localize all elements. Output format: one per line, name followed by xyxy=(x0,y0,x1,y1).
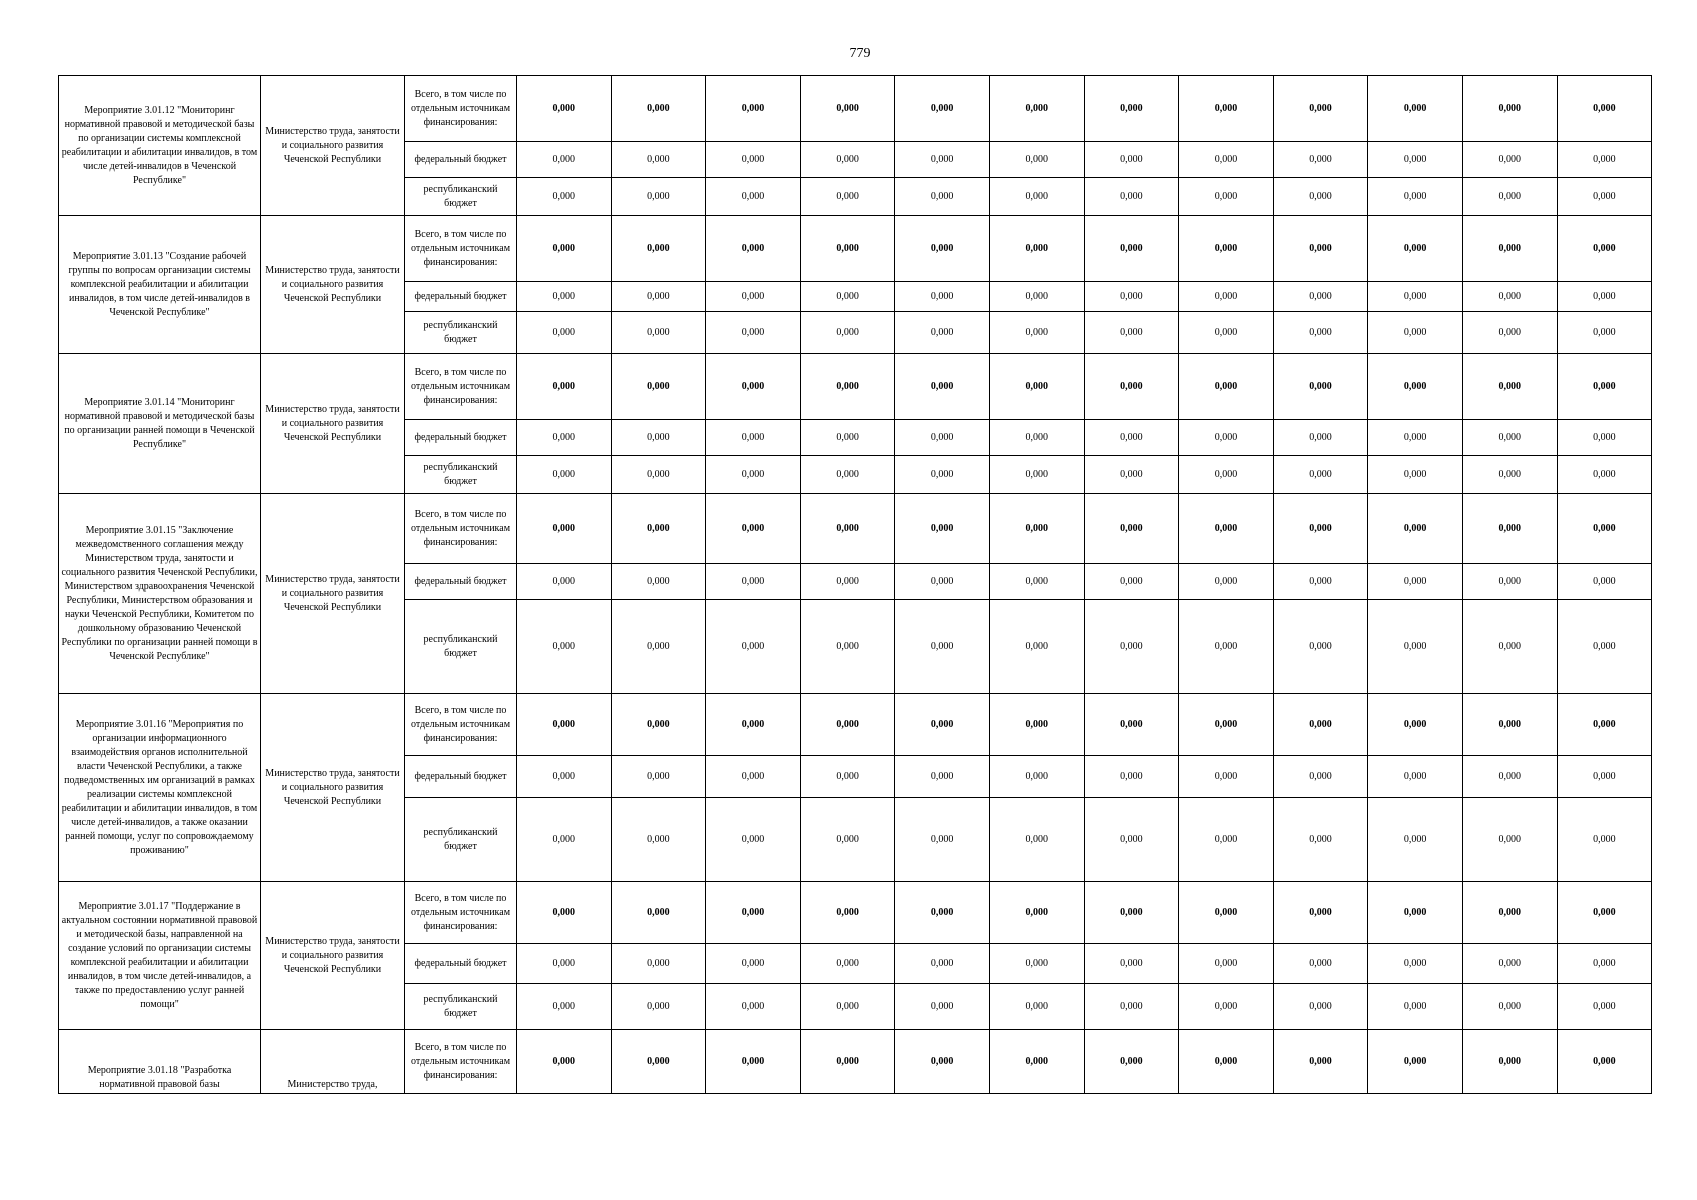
amount-cell: 0,000 xyxy=(1179,1030,1274,1094)
amount-cell: 0,000 xyxy=(989,354,1084,420)
funding-source-cell: республиканский бюджет xyxy=(405,984,517,1030)
amount-cell: 0,000 xyxy=(895,142,990,178)
funding-source-cell: федеральный бюджет xyxy=(405,142,517,178)
amount-cell: 0,000 xyxy=(706,1030,801,1094)
amount-cell: 0,000 xyxy=(895,1030,990,1094)
amount-cell: 0,000 xyxy=(1084,216,1179,282)
amount-cell: 0,000 xyxy=(1462,142,1557,178)
amount-cell: 0,000 xyxy=(706,600,801,694)
amount-cell: 0,000 xyxy=(1179,494,1274,564)
amount-cell: 0,000 xyxy=(706,798,801,882)
amount-cell: 0,000 xyxy=(1462,354,1557,420)
amount-cell: 0,000 xyxy=(517,694,612,756)
amount-cell: 0,000 xyxy=(611,456,706,494)
amount-cell: 0,000 xyxy=(1462,600,1557,694)
amount-cell: 0,000 xyxy=(1273,354,1368,420)
amount-cell: 0,000 xyxy=(800,600,895,694)
amount-cell: 0,000 xyxy=(989,756,1084,798)
amount-cell: 0,000 xyxy=(1557,798,1652,882)
amount-cell: 0,000 xyxy=(1368,312,1463,354)
amount-cell: 0,000 xyxy=(517,882,612,944)
amount-cell: 0,000 xyxy=(1462,756,1557,798)
funding-source-cell: федеральный бюджет xyxy=(405,944,517,984)
amount-cell: 0,000 xyxy=(517,564,612,600)
funding-source-cell: федеральный бюджет xyxy=(405,420,517,456)
amount-cell: 0,000 xyxy=(895,564,990,600)
amount-cell: 0,000 xyxy=(706,756,801,798)
amount-cell: 0,000 xyxy=(989,600,1084,694)
amount-cell: 0,000 xyxy=(1179,216,1274,282)
amount-cell: 0,000 xyxy=(1557,456,1652,494)
amount-cell: 0,000 xyxy=(706,456,801,494)
amount-cell: 0,000 xyxy=(1557,600,1652,694)
amount-cell: 0,000 xyxy=(1368,882,1463,944)
amount-cell: 0,000 xyxy=(611,882,706,944)
amount-cell: 0,000 xyxy=(1179,312,1274,354)
funding-source-cell: Всего, в том числе по отдельным источникам финансирования: xyxy=(405,76,517,142)
funding-source-cell: республиканский бюджет xyxy=(405,456,517,494)
table-row xyxy=(59,694,1652,756)
amount-cell: 0,000 xyxy=(517,282,612,312)
ministry-cell: Министерство труда, занятости и социального развития Чеченской Республики xyxy=(261,882,405,1030)
amount-cell: 0,000 xyxy=(989,1030,1084,1094)
amount-cell: 0,000 xyxy=(1557,1030,1652,1094)
amount-cell: 0,000 xyxy=(1462,420,1557,456)
amount-cell: 0,000 xyxy=(1557,282,1652,312)
amount-cell: 0,000 xyxy=(1557,756,1652,798)
funding-source-cell: Всего, в том числе по отдельным источникам финансирования: xyxy=(405,694,517,756)
funding-source-cell: федеральный бюджет xyxy=(405,756,517,798)
amount-cell: 0,000 xyxy=(989,456,1084,494)
amount-cell: 0,000 xyxy=(1084,756,1179,798)
funding-source-cell: Всего, в том числе по отдельным источникам финансирования: xyxy=(405,216,517,282)
table-row xyxy=(59,494,1652,564)
amount-cell: 0,000 xyxy=(1368,756,1463,798)
event-title-cell: Мероприятие 3.01.13 "Создание рабочей группы по вопросам организации системы комплексной реабилитации и абилитации инвалидов, в том числе детей-инвалидов в Чеченской Республике" xyxy=(59,216,261,354)
amount-cell: 0,000 xyxy=(1084,882,1179,944)
amount-cell: 0,000 xyxy=(895,494,990,564)
amount-cell: 0,000 xyxy=(1462,494,1557,564)
amount-cell: 0,000 xyxy=(989,798,1084,882)
amount-cell: 0,000 xyxy=(1179,882,1274,944)
ministry-cell: Министерство труда, занятости и социального развития Чеченской Республики xyxy=(261,494,405,694)
amount-cell: 0,000 xyxy=(611,178,706,216)
amount-cell: 0,000 xyxy=(1462,694,1557,756)
amount-cell: 0,000 xyxy=(611,694,706,756)
amount-cell: 0,000 xyxy=(1179,420,1274,456)
ministry-cell: Министерство труда, занятости и социального развития Чеченской Республики xyxy=(261,216,405,354)
amount-cell: 0,000 xyxy=(1179,798,1274,882)
amount-cell: 0,000 xyxy=(895,420,990,456)
amount-cell: 0,000 xyxy=(706,282,801,312)
amount-cell: 0,000 xyxy=(1557,882,1652,944)
amount-cell: 0,000 xyxy=(1273,1030,1368,1094)
amount-cell: 0,000 xyxy=(611,944,706,984)
amount-cell: 0,000 xyxy=(611,420,706,456)
amount-cell: 0,000 xyxy=(895,944,990,984)
amount-cell: 0,000 xyxy=(1462,312,1557,354)
amount-cell: 0,000 xyxy=(1462,76,1557,142)
amount-cell: 0,000 xyxy=(1273,420,1368,456)
amount-cell: 0,000 xyxy=(800,354,895,420)
table-row xyxy=(59,76,1652,142)
amount-cell: 0,000 xyxy=(895,76,990,142)
amount-cell: 0,000 xyxy=(800,216,895,282)
amount-cell: 0,000 xyxy=(611,494,706,564)
amount-cell: 0,000 xyxy=(1084,798,1179,882)
amount-cell: 0,000 xyxy=(1462,798,1557,882)
amount-cell: 0,000 xyxy=(1557,984,1652,1030)
amount-cell: 0,000 xyxy=(1084,456,1179,494)
amount-cell: 0,000 xyxy=(1462,178,1557,216)
amount-cell: 0,000 xyxy=(1557,312,1652,354)
amount-cell: 0,000 xyxy=(1462,1030,1557,1094)
amount-cell: 0,000 xyxy=(611,282,706,312)
amount-cell: 0,000 xyxy=(800,420,895,456)
amount-cell: 0,000 xyxy=(517,312,612,354)
amount-cell: 0,000 xyxy=(1084,178,1179,216)
amount-cell: 0,000 xyxy=(517,1030,612,1094)
amount-cell: 0,000 xyxy=(1179,354,1274,420)
amount-cell: 0,000 xyxy=(1462,564,1557,600)
amount-cell: 0,000 xyxy=(706,216,801,282)
amount-cell: 0,000 xyxy=(611,984,706,1030)
amount-cell: 0,000 xyxy=(1273,798,1368,882)
amount-cell: 0,000 xyxy=(1368,76,1463,142)
funding-source-cell: республиканский бюджет xyxy=(405,312,517,354)
amount-cell: 0,000 xyxy=(989,984,1084,1030)
amount-cell: 0,000 xyxy=(989,694,1084,756)
amount-cell: 0,000 xyxy=(989,282,1084,312)
amount-cell: 0,000 xyxy=(1179,456,1274,494)
amount-cell: 0,000 xyxy=(1084,944,1179,984)
table-row xyxy=(59,882,1652,944)
amount-cell: 0,000 xyxy=(1557,354,1652,420)
event-title-cell: Мероприятие 3.01.14 "Мониторинг нормативной правовой и методической базы по организации ранней помощи в Чеченской Республике" xyxy=(59,354,261,494)
amount-cell: 0,000 xyxy=(1462,216,1557,282)
funding-source-cell: республиканский бюджет xyxy=(405,798,517,882)
amount-cell: 0,000 xyxy=(706,564,801,600)
amount-cell: 0,000 xyxy=(1368,984,1463,1030)
amount-cell: 0,000 xyxy=(706,312,801,354)
amount-cell: 0,000 xyxy=(1462,456,1557,494)
amount-cell: 0,000 xyxy=(1273,494,1368,564)
amount-cell: 0,000 xyxy=(1273,282,1368,312)
table-row xyxy=(59,216,1652,282)
amount-cell: 0,000 xyxy=(611,564,706,600)
amount-cell: 0,000 xyxy=(1368,1030,1463,1094)
amount-cell: 0,000 xyxy=(1273,456,1368,494)
amount-cell: 0,000 xyxy=(1273,694,1368,756)
amount-cell: 0,000 xyxy=(1179,944,1274,984)
event-title-cell: Мероприятие 3.01.18 "Разработка нормативной правовой базы xyxy=(59,1030,261,1094)
amount-cell: 0,000 xyxy=(1557,142,1652,178)
amount-cell: 0,000 xyxy=(1179,600,1274,694)
amount-cell: 0,000 xyxy=(1368,944,1463,984)
amount-cell: 0,000 xyxy=(895,282,990,312)
amount-cell: 0,000 xyxy=(800,178,895,216)
amount-cell: 0,000 xyxy=(1462,984,1557,1030)
amount-cell: 0,000 xyxy=(706,944,801,984)
amount-cell: 0,000 xyxy=(800,798,895,882)
funding-source-cell: федеральный бюджет xyxy=(405,282,517,312)
event-title-cell: Мероприятие 3.01.15 "Заключение межведомственного соглашения между Министерством труда, занятости и социального развития Чеченской Республики, Министерством здравоохранения Чеченской Республики, Министерством образования и науки Чеченской Республики, Комитетом по дошкольному образованию Чеченской Республики по организации ранней помощи в Чеченской Республике" xyxy=(59,494,261,694)
amount-cell: 0,000 xyxy=(1557,216,1652,282)
amount-cell: 0,000 xyxy=(706,178,801,216)
amount-cell: 0,000 xyxy=(517,76,612,142)
amount-cell: 0,000 xyxy=(1368,600,1463,694)
amount-cell: 0,000 xyxy=(1557,564,1652,600)
event-title-cell: Мероприятие 3.01.17 "Поддержание в актуальном состоянии нормативной правовой и методической базы, направленной на создание условий по организации системы комплексной реабилитации и абилитации инвалидов, в том числе детей-инвалидов, а также по предоставлению услуг ранней помощи" xyxy=(59,882,261,1030)
amount-cell: 0,000 xyxy=(611,312,706,354)
amount-cell: 0,000 xyxy=(706,694,801,756)
amount-cell: 0,000 xyxy=(989,216,1084,282)
amount-cell: 0,000 xyxy=(1273,944,1368,984)
amount-cell: 0,000 xyxy=(895,694,990,756)
amount-cell: 0,000 xyxy=(517,456,612,494)
amount-cell: 0,000 xyxy=(1179,282,1274,312)
amount-cell: 0,000 xyxy=(989,494,1084,564)
amount-cell: 0,000 xyxy=(1273,142,1368,178)
amount-cell: 0,000 xyxy=(895,456,990,494)
amount-cell: 0,000 xyxy=(1273,178,1368,216)
amount-cell: 0,000 xyxy=(1084,600,1179,694)
event-title-cell: Мероприятие 3.01.16 "Мероприятия по организации информационного взаимодействия органов исполнительной власти Чеченской Республики, а также подведомственных им организаций в рамках реализации системы комплексной реабилитации и абилитации инвалидов, в том числе детей-инвалидов, а также оказании ранней помощи, услуг по сопровождаемому проживанию" xyxy=(59,694,261,882)
amount-cell: 0,000 xyxy=(1462,282,1557,312)
amount-cell: 0,000 xyxy=(1273,600,1368,694)
amount-cell: 0,000 xyxy=(517,420,612,456)
amount-cell: 0,000 xyxy=(517,178,612,216)
amount-cell: 0,000 xyxy=(989,420,1084,456)
funding-source-cell: Всего, в том числе по отдельным источникам финансирования: xyxy=(405,882,517,944)
amount-cell: 0,000 xyxy=(989,178,1084,216)
amount-cell: 0,000 xyxy=(1557,494,1652,564)
amount-cell: 0,000 xyxy=(895,178,990,216)
amount-cell: 0,000 xyxy=(989,312,1084,354)
amount-cell: 0,000 xyxy=(1084,142,1179,178)
amount-cell: 0,000 xyxy=(895,216,990,282)
amount-cell: 0,000 xyxy=(800,984,895,1030)
amount-cell: 0,000 xyxy=(611,1030,706,1094)
amount-cell: 0,000 xyxy=(989,882,1084,944)
amount-cell: 0,000 xyxy=(1084,694,1179,756)
amount-cell: 0,000 xyxy=(1179,694,1274,756)
amount-cell: 0,000 xyxy=(1273,984,1368,1030)
amount-cell: 0,000 xyxy=(1557,178,1652,216)
amount-cell: 0,000 xyxy=(989,564,1084,600)
amount-cell: 0,000 xyxy=(517,354,612,420)
funding-source-cell: республиканский бюджет xyxy=(405,178,517,216)
amount-cell: 0,000 xyxy=(1368,282,1463,312)
funding-table xyxy=(58,75,1652,1094)
table-row xyxy=(59,1030,1652,1094)
amount-cell: 0,000 xyxy=(706,142,801,178)
amount-cell: 0,000 xyxy=(1273,756,1368,798)
amount-cell: 0,000 xyxy=(1462,944,1557,984)
amount-cell: 0,000 xyxy=(1368,494,1463,564)
amount-cell: 0,000 xyxy=(800,694,895,756)
amount-cell: 0,000 xyxy=(1179,142,1274,178)
amount-cell: 0,000 xyxy=(800,944,895,984)
amount-cell: 0,000 xyxy=(1557,694,1652,756)
amount-cell: 0,000 xyxy=(895,984,990,1030)
amount-cell: 0,000 xyxy=(611,600,706,694)
amount-cell: 0,000 xyxy=(1084,312,1179,354)
amount-cell: 0,000 xyxy=(800,882,895,944)
amount-cell: 0,000 xyxy=(517,984,612,1030)
amount-cell: 0,000 xyxy=(1368,564,1463,600)
funding-source-cell: Всего, в том числе по отдельным источникам финансирования: xyxy=(405,494,517,564)
amount-cell: 0,000 xyxy=(1084,420,1179,456)
amount-cell: 0,000 xyxy=(1273,882,1368,944)
amount-cell: 0,000 xyxy=(1462,882,1557,944)
amount-cell: 0,000 xyxy=(611,354,706,420)
amount-cell: 0,000 xyxy=(1368,216,1463,282)
amount-cell: 0,000 xyxy=(800,456,895,494)
amount-cell: 0,000 xyxy=(706,882,801,944)
amount-cell: 0,000 xyxy=(1179,756,1274,798)
ministry-cell: Министерство труда, занятости и социального развития Чеченской Республики xyxy=(261,694,405,882)
funding-source-cell: республиканский бюджет xyxy=(405,600,517,694)
amount-cell: 0,000 xyxy=(895,312,990,354)
amount-cell: 0,000 xyxy=(706,420,801,456)
amount-cell: 0,000 xyxy=(989,944,1084,984)
amount-cell: 0,000 xyxy=(800,756,895,798)
amount-cell: 0,000 xyxy=(1084,564,1179,600)
amount-cell: 0,000 xyxy=(517,756,612,798)
amount-cell: 0,000 xyxy=(1273,216,1368,282)
amount-cell: 0,000 xyxy=(800,312,895,354)
amount-cell: 0,000 xyxy=(1557,420,1652,456)
amount-cell: 0,000 xyxy=(1179,564,1274,600)
amount-cell: 0,000 xyxy=(517,944,612,984)
ministry-cell: Министерство труда, занятости и социального развития Чеченской Республики xyxy=(261,76,405,216)
amount-cell: 0,000 xyxy=(895,882,990,944)
funding-table-body xyxy=(59,76,1652,1094)
amount-cell: 0,000 xyxy=(706,984,801,1030)
amount-cell: 0,000 xyxy=(1273,312,1368,354)
amount-cell: 0,000 xyxy=(895,354,990,420)
amount-cell: 0,000 xyxy=(611,76,706,142)
amount-cell: 0,000 xyxy=(1179,984,1274,1030)
amount-cell: 0,000 xyxy=(800,76,895,142)
ministry-cell: Министерство труда, занятости и социального развития Чеченской Республики xyxy=(261,354,405,494)
amount-cell: 0,000 xyxy=(1084,1030,1179,1094)
funding-source-cell: Всего, в том числе по отдельным источникам финансирования: xyxy=(405,1030,517,1094)
amount-cell: 0,000 xyxy=(989,142,1084,178)
amount-cell: 0,000 xyxy=(706,494,801,564)
amount-cell: 0,000 xyxy=(1273,76,1368,142)
amount-cell: 0,000 xyxy=(517,216,612,282)
amount-cell: 0,000 xyxy=(1084,494,1179,564)
funding-source-cell: федеральный бюджет xyxy=(405,564,517,600)
amount-cell: 0,000 xyxy=(1368,142,1463,178)
amount-cell: 0,000 xyxy=(517,494,612,564)
amount-cell: 0,000 xyxy=(895,798,990,882)
amount-cell: 0,000 xyxy=(800,1030,895,1094)
amount-cell: 0,000 xyxy=(1368,420,1463,456)
amount-cell: 0,000 xyxy=(1179,76,1274,142)
amount-cell: 0,000 xyxy=(1368,694,1463,756)
amount-cell: 0,000 xyxy=(895,756,990,798)
amount-cell: 0,000 xyxy=(895,600,990,694)
amount-cell: 0,000 xyxy=(517,798,612,882)
funding-source-cell: Всего, в том числе по отдельным источникам финансирования: xyxy=(405,354,517,420)
amount-cell: 0,000 xyxy=(1084,76,1179,142)
amount-cell: 0,000 xyxy=(989,76,1084,142)
amount-cell: 0,000 xyxy=(517,142,612,178)
amount-cell: 0,000 xyxy=(1084,282,1179,312)
table-row xyxy=(59,354,1652,420)
amount-cell: 0,000 xyxy=(611,216,706,282)
amount-cell: 0,000 xyxy=(800,142,895,178)
amount-cell: 0,000 xyxy=(517,600,612,694)
amount-cell: 0,000 xyxy=(800,564,895,600)
amount-cell: 0,000 xyxy=(1368,456,1463,494)
amount-cell: 0,000 xyxy=(1557,76,1652,142)
amount-cell: 0,000 xyxy=(611,756,706,798)
event-title-cell: Мероприятие 3.01.12 "Мониторинг нормативной правовой и методической базы по организации системы комплексной реабилитации и абилитации инвалидов, в том числе детей-инвалидов в Чеченской Республике" xyxy=(59,76,261,216)
ministry-cell: Министерство труда, xyxy=(261,1030,405,1094)
amount-cell: 0,000 xyxy=(1179,178,1274,216)
amount-cell: 0,000 xyxy=(1368,178,1463,216)
amount-cell: 0,000 xyxy=(611,142,706,178)
amount-cell: 0,000 xyxy=(1084,984,1179,1030)
amount-cell: 0,000 xyxy=(706,354,801,420)
amount-cell: 0,000 xyxy=(800,282,895,312)
amount-cell: 0,000 xyxy=(1084,354,1179,420)
amount-cell: 0,000 xyxy=(1368,798,1463,882)
amount-cell: 0,000 xyxy=(706,76,801,142)
page-number: 779 xyxy=(849,46,871,61)
amount-cell: 0,000 xyxy=(800,494,895,564)
amount-cell: 0,000 xyxy=(1368,354,1463,420)
amount-cell: 0,000 xyxy=(611,798,706,882)
amount-cell: 0,000 xyxy=(1557,944,1652,984)
amount-cell: 0,000 xyxy=(1273,564,1368,600)
